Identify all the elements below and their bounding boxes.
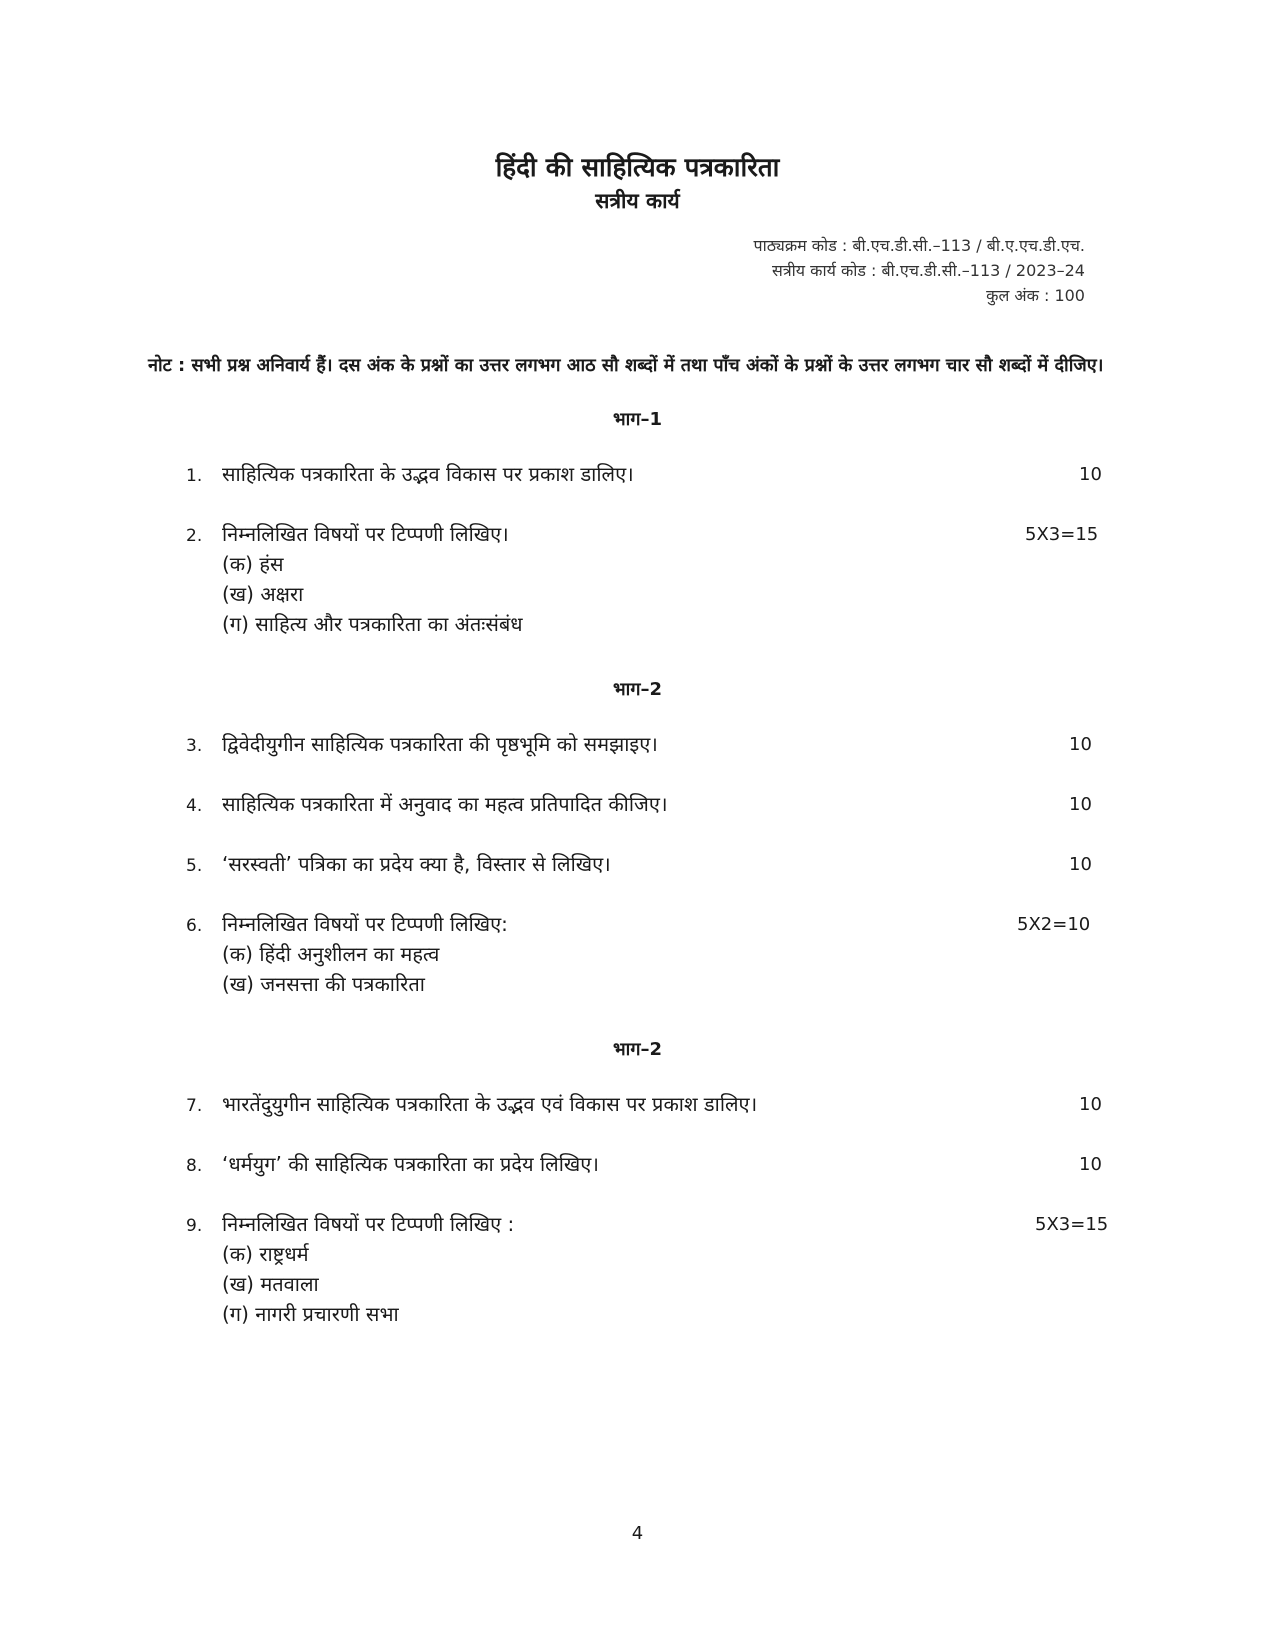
question-number: 8.: [186, 1156, 203, 1176]
question-text: भारतेंदुयुगीन साहित्यिक पत्रकारिता के उद्भव एवं विकास पर प्रकाश डालिए।: [222, 1092, 758, 1116]
sub-item: (ख) मतवाला: [222, 1272, 319, 1296]
sub-item: (ग) नागरी प्रचारणी सभा: [222, 1302, 399, 1326]
question-number: 6.: [186, 916, 203, 936]
question-number: 1.: [186, 466, 203, 486]
question-marks: 10: [1079, 464, 1102, 485]
question-marks: 5X3=15: [1025, 524, 1099, 545]
sub-item: (ख) अक्षरा: [222, 582, 304, 606]
question-marks: 5X2=10: [1017, 914, 1091, 935]
total-marks: कुल अंक : 100: [986, 286, 1085, 305]
sub-item: (क) हंस: [222, 552, 284, 576]
question-number: 3.: [186, 736, 203, 756]
question-text: द्विवेदीयुगीन साहित्यिक पत्रकारिता की पृष्ठभूमि को समझाइए।: [222, 732, 658, 756]
section-heading-1: भाग–1: [613, 409, 662, 430]
section-heading-2: भाग–2: [613, 679, 662, 700]
section-heading-3: भाग–2: [613, 1039, 662, 1060]
question-text: साहित्यिक पत्रकारिता में अनुवाद का महत्व प्रतिपादित कीजिए।: [222, 792, 668, 816]
question-text: निम्नलिखित विषयों पर टिप्पणी लिखिए :: [222, 1212, 515, 1236]
question-marks: 10: [1069, 854, 1092, 875]
sub-item: (ख) जनसत्ता की पत्रकारिता: [222, 972, 425, 996]
assignment-code: सत्रीय कार्य कोड : बी.एच.डी.सी.–113 / 2023–24: [772, 261, 1085, 280]
question-marks: 10: [1069, 734, 1092, 755]
question-text: ‘धर्मयुग’ की साहित्यिक पत्रकारिता का प्रदेय लिखिए।: [222, 1152, 599, 1176]
question-marks: 10: [1079, 1094, 1102, 1115]
question-number: 5.: [186, 856, 203, 876]
question-text: साहित्यिक पत्रकारिता के उद्भव विकास पर प्रकाश डालिए।: [222, 462, 634, 486]
question-marks: 10: [1069, 794, 1092, 815]
document-title: हिंदी की साहित्यिक पत्रकारिता: [495, 153, 780, 183]
question-text: निम्नलिखित विषयों पर टिप्पणी लिखिए।: [222, 522, 509, 546]
question-number: 9.: [186, 1216, 203, 1236]
instructions-note: नोट : सभी प्रश्न अनिवार्य हैं। दस अंक के प्रश्नों का उत्तर लगभग आठ सौ शब्दों में तथा पाँच अंकों के प्रश्नों के उत्तर लगभग चार सौ शब्दों में दीजिए।: [148, 355, 1104, 376]
question-number: 2.: [186, 526, 203, 546]
sub-item: (क) हिंदी अनुशीलन का महत्व: [222, 942, 440, 966]
sub-item: (क) राष्ट्रधर्म: [222, 1242, 309, 1266]
course-code: पाठ्यक्रम कोड : बी.एच.डी.सी.–113 / बी.ए.एच.डी.एच.: [753, 236, 1085, 255]
question-marks: 10: [1079, 1154, 1102, 1175]
document-subtitle: सत्रीय कार्य: [595, 189, 680, 213]
question-number: 7.: [186, 1096, 203, 1116]
question-number: 4.: [186, 796, 203, 816]
question-text: ‘सरस्वती’ पत्रिका का प्रदेय क्या है, विस्तार से लिखिए।: [222, 852, 611, 876]
page-number: 4: [631, 1523, 644, 1544]
question-marks: 5X3=15: [1035, 1214, 1109, 1235]
question-text: निम्नलिखित विषयों पर टिप्पणी लिखिए:: [222, 912, 508, 936]
sub-item: (ग) साहित्य और पत्रकारिता का अंतःसंबंध: [222, 612, 523, 636]
